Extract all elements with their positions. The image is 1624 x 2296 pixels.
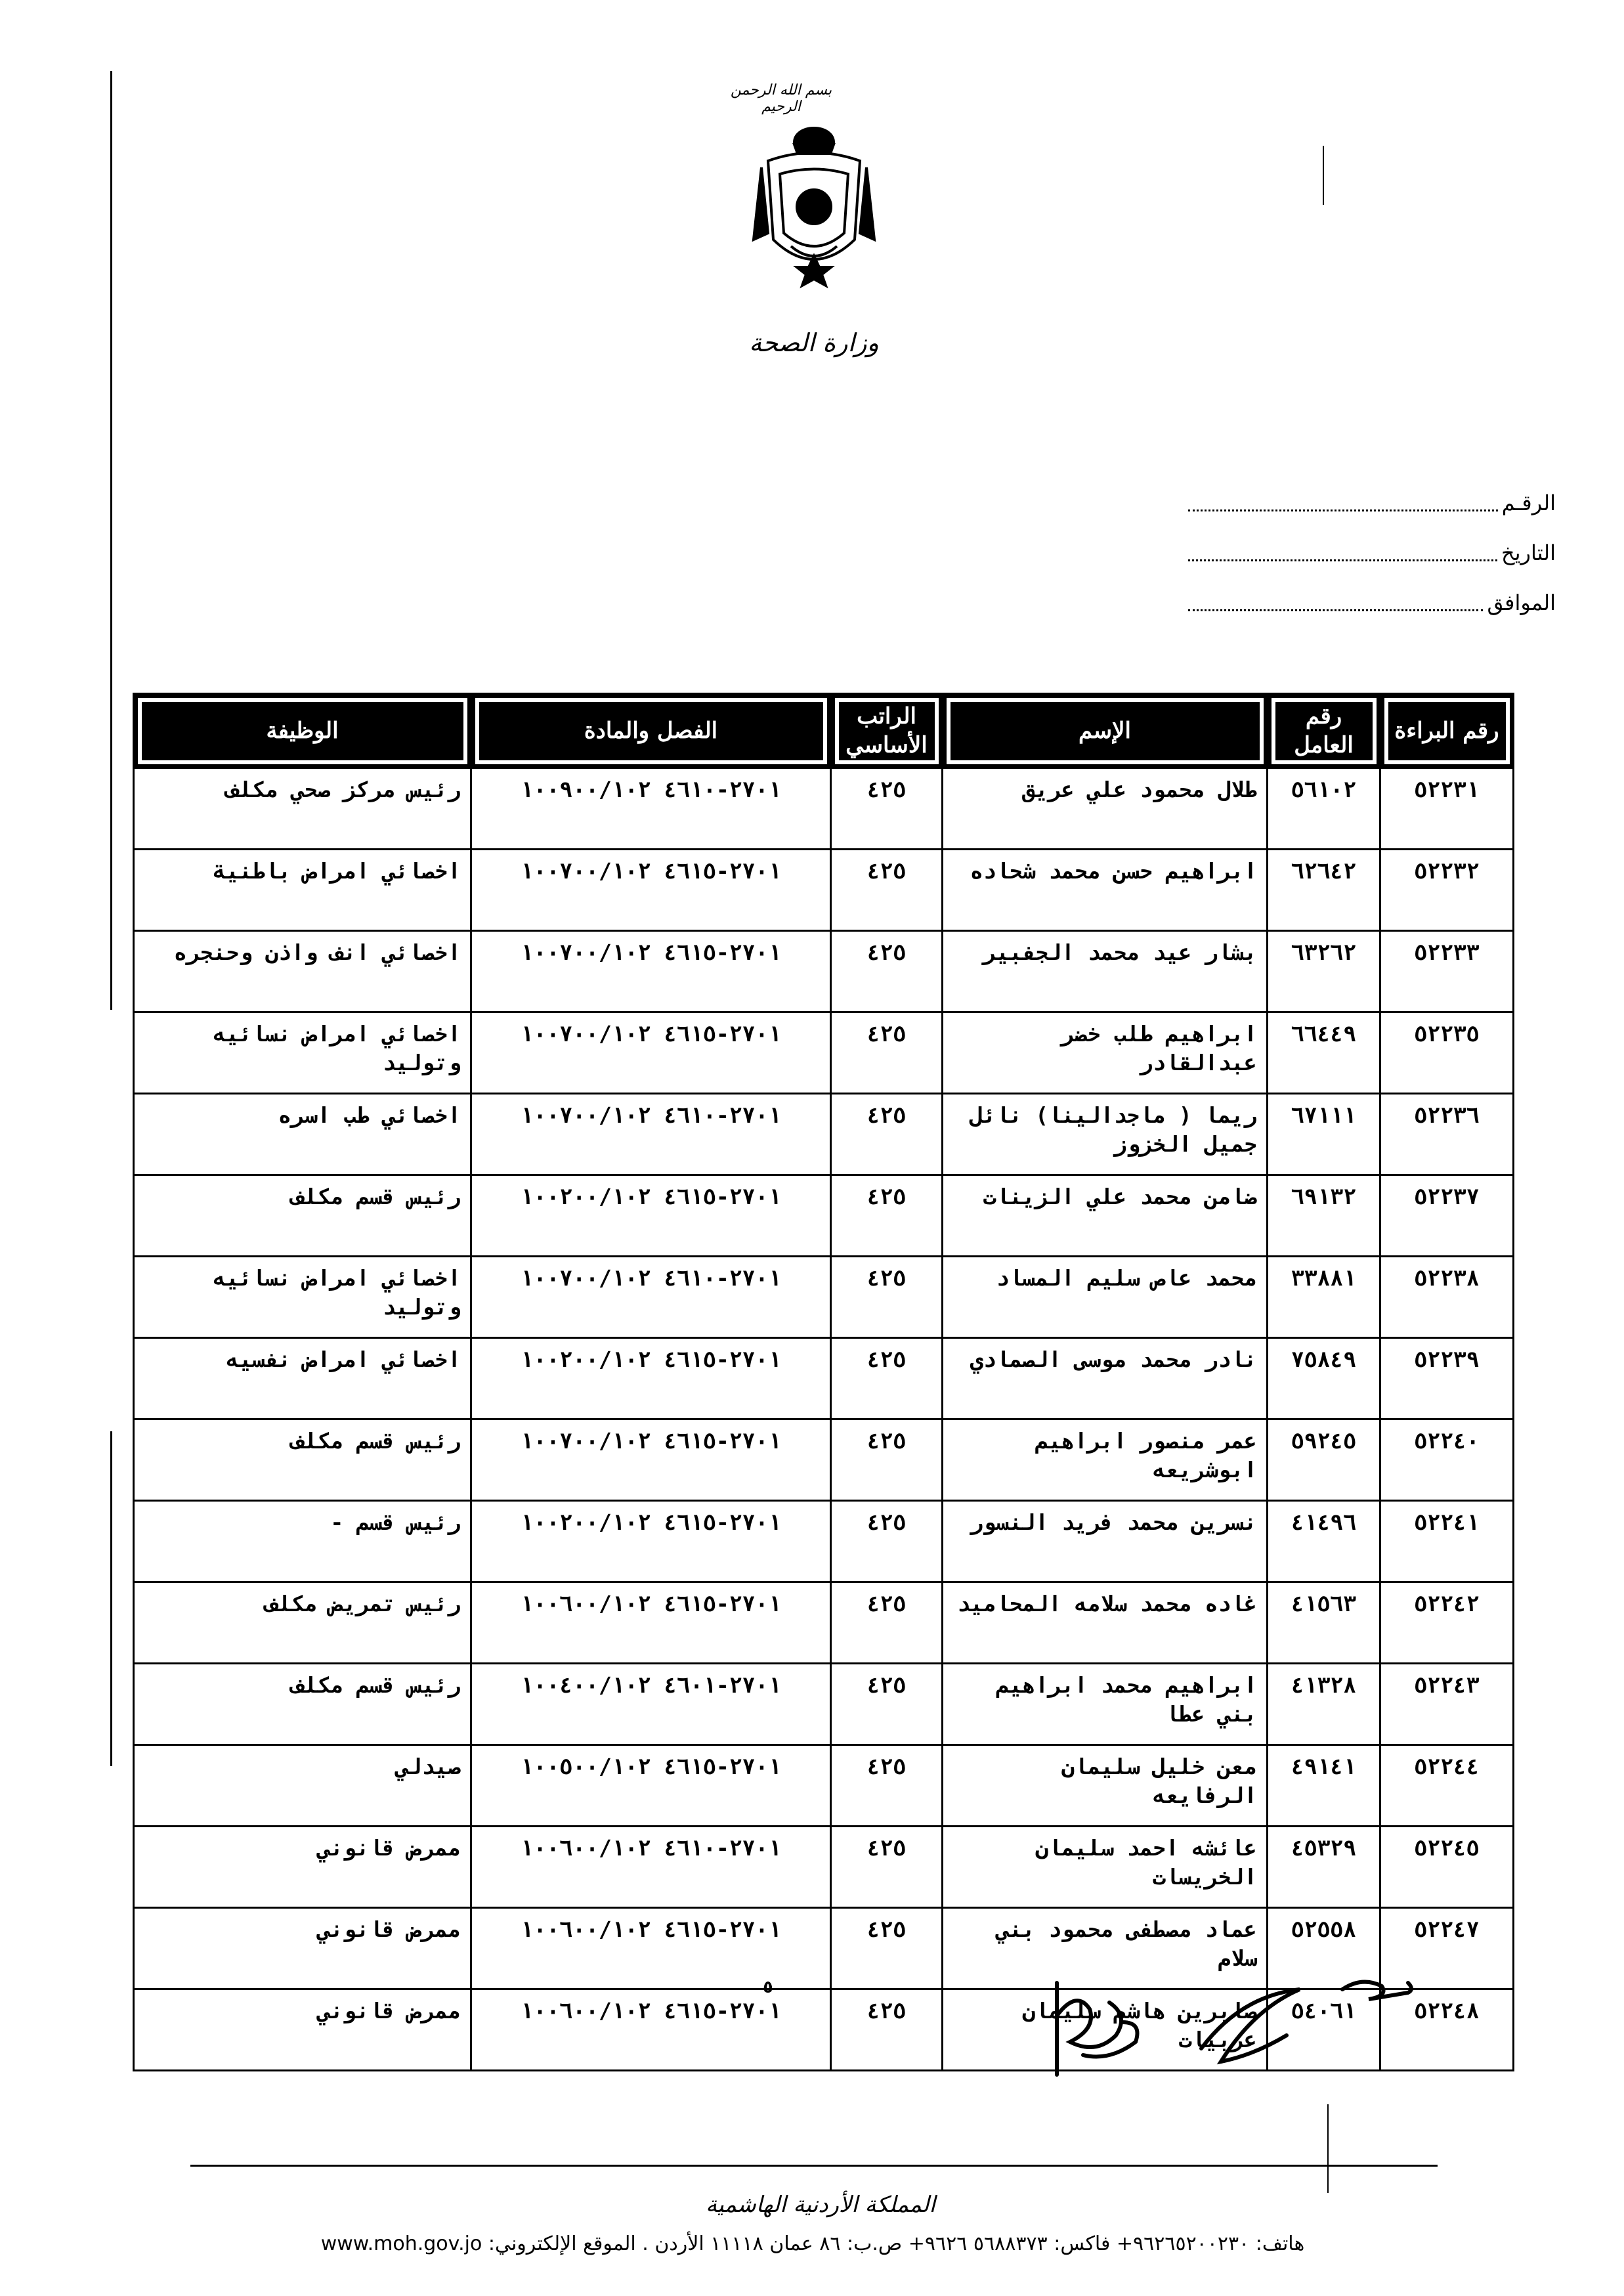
cell-name: ابراهيم محمد ابراهيم بني عطا	[943, 1664, 1268, 1745]
cell-salary: ٤٢٥	[831, 1908, 943, 1989]
cell-number: ٥٢٢٤٧	[1380, 1908, 1514, 1989]
cell-name: غاده محمد سلامه المحاميد	[943, 1582, 1268, 1664]
table-row	[134, 1745, 1514, 1827]
cell-job: اخصائي امراض نسائيه وتوليد	[134, 1012, 471, 1094]
cell-salary: ٤٢٥	[831, 1175, 943, 1257]
table-row	[134, 1175, 1514, 1257]
cell-salary: ٤٢٥	[831, 1094, 943, 1175]
cell-employee-number: ٦٧١١١	[1268, 1094, 1380, 1175]
cell-number: ٥٢٢٣٥	[1380, 1012, 1514, 1094]
reference-fields	[1188, 478, 1556, 628]
cell-chapter: ٢٧٠١-٤٦١٥ ١٠٠٧٠٠/١٠٢	[471, 850, 831, 931]
cell-name: عماد مصطفى محمود بني سلام	[943, 1908, 1268, 1989]
cell-name: صابرين هاشم سليمان عربيات	[943, 1989, 1268, 2071]
cell-job: اخصائي طب اسره	[134, 1094, 471, 1175]
cell-chapter: ٢٧٠١-٤٦١٠ ١٠٠٧٠٠/١٠٢	[471, 1257, 831, 1338]
cell-employee-number: ٤٩١٤١	[1268, 1745, 1380, 1827]
footer-kingdom: المملكة الأردنية الهاشمية	[706, 2192, 935, 2218]
header-cell-employee-number: رقم العامل	[1268, 694, 1380, 768]
cell-employee-number: ٦٩١٣٢	[1268, 1175, 1380, 1257]
cell-name: ريما ( ماجدالينا) نائل جميل الخزوز	[943, 1094, 1268, 1175]
cell-salary: ٤٢٥	[831, 1012, 943, 1094]
table-row	[134, 768, 1514, 850]
cell-name: بشار عيد محمد الجفبير	[943, 931, 1268, 1012]
ministry-name: وزارة الصحة	[749, 328, 879, 357]
table-row	[134, 1257, 1514, 1338]
cell-number: ٥٢٢٤٣	[1380, 1664, 1514, 1745]
reference-corresponding-line	[1188, 595, 1483, 611]
cell-salary: ٤٢٥	[831, 1745, 943, 1827]
header-cell-chapter: الفصل والمادة	[471, 694, 831, 768]
table-row	[134, 1012, 1514, 1094]
cell-job: رئيس تمريض مكلف	[134, 1582, 471, 1664]
cell-salary: ٤٢٥	[831, 931, 943, 1012]
reference-number-label: الرقـم	[1501, 490, 1556, 515]
table-row	[134, 1582, 1514, 1664]
cell-chapter: ٢٧٠١-٤٦١٥ ١٠٠٦٠٠/١٠٢	[471, 1908, 831, 1989]
cell-chapter: ٢٧٠١-٤٦١٥ ١٠٠٧٠٠/١٠٢	[471, 1419, 831, 1501]
cell-name: نادر محمد موسى الصمادي	[943, 1338, 1268, 1419]
cell-job: رئيس قسم مكلف	[134, 1664, 471, 1745]
cell-job: رئيس قسم مكلف	[134, 1419, 471, 1501]
cell-name: ضامن محمد علي الزينات	[943, 1175, 1268, 1257]
cell-employee-number: ٦٣٢٦٢	[1268, 931, 1380, 1012]
coat-of-arms-icon	[742, 115, 886, 292]
header-cell-salary: الراتب الأساسي	[831, 694, 943, 768]
cell-number: ٥٢٢٣٩	[1380, 1338, 1514, 1419]
cell-chapter: ٢٧٠١-٤٦١٥ ١٠٠٢٠٠/١٠٢	[471, 1338, 831, 1419]
cell-salary: ٤٢٥	[831, 1989, 943, 2071]
cell-number: ٥٢٢٤٨	[1380, 1989, 1514, 2071]
cell-employee-number: ٦٦٤٤٩	[1268, 1012, 1380, 1094]
cell-name: عمر منصور ابراهيم ابوشريعه	[943, 1419, 1268, 1501]
cell-number: ٥٢٢٤٠	[1380, 1419, 1514, 1501]
footer-margin-mark	[1327, 2104, 1329, 2193]
footer-divider	[190, 2165, 1438, 2167]
table-row	[134, 850, 1514, 931]
cell-salary: ٤٢٥	[831, 1419, 943, 1501]
header-cell-job: الوظيفة	[134, 694, 471, 768]
cell-chapter: ٢٧٠١-٤٦١٠ ١٠٠٦٠٠/١٠٢	[471, 1827, 831, 1908]
cell-name: عائشه احمد سليمان الخريسات	[943, 1827, 1268, 1908]
reference-date-line	[1188, 545, 1497, 561]
cell-number: ٥٢٢٣١	[1380, 768, 1514, 850]
cell-chapter: ٢٧٠١-٤٦١٥ ١٠٠٧٠٠/١٠٢	[471, 1012, 831, 1094]
cell-job: اخصائي امراض نسائيه وتوليد	[134, 1257, 471, 1338]
cell-salary: ٤٢٥	[831, 1664, 943, 1745]
basmala: بسم الله الرحمن الرحيم	[730, 82, 832, 115]
cell-name: طلال محمود علي عريق	[943, 768, 1268, 850]
cell-employee-number: ٥٢٥٥٨	[1268, 1908, 1380, 1989]
cell-salary: ٤٢٥	[831, 1257, 943, 1338]
cell-chapter: ٢٧٠١-٤٦١٠ ١٠٠٧٠٠/١٠٢	[471, 1094, 831, 1175]
reference-date-row	[1188, 528, 1556, 578]
cell-employee-number: ٧٥٨٤٩	[1268, 1338, 1380, 1419]
cell-job: صيدلي	[134, 1745, 471, 1827]
cell-salary: ٤٢٥	[831, 1338, 943, 1419]
cell-employee-number: ٥٩٢٤٥	[1268, 1419, 1380, 1501]
cell-job: رئيس قسم مكلف	[134, 1175, 471, 1257]
table-header-row	[134, 694, 1514, 768]
cell-employee-number: ٤١٥٦٣	[1268, 1582, 1380, 1664]
cell-job: اخصائي امراض باطنية	[134, 850, 471, 931]
cell-job: ممرض قانوني	[134, 1989, 471, 2071]
cell-job: اخصائي امراض نفسيه	[134, 1338, 471, 1419]
cell-employee-number: ٤١٣٢٨	[1268, 1664, 1380, 1745]
header-cell-number: رقم البراءة	[1380, 694, 1514, 768]
table-row	[134, 1094, 1514, 1175]
cell-job: اخصائي انف واذن وحنجره	[134, 931, 471, 1012]
cell-chapter: ٢٧٠١-٤٦١٥ ١٠٠٧٠٠/١٠٢	[471, 931, 831, 1012]
footer-contact: هاتف: ٩٦٢٦٥٢٠٠٢٣٠+ فاكس: ٥٦٨٨٣٧٣ ٩٦٢٦+ ص.ب: ٨٦ عمان ١١١١٨ الأردن . الموقع الإلكتروني: www.moh.gov.jo	[320, 2232, 1305, 2255]
left-margin-line	[110, 71, 112, 1010]
reference-number-line	[1188, 495, 1498, 511]
cell-name: ابراهيم طلب خضر عبدالقادر	[943, 1012, 1268, 1094]
cell-employee-number: ٥٤٠٦١	[1268, 1989, 1380, 2071]
header-cell-name: الإسم	[943, 694, 1268, 768]
cell-employee-number: ٤٥٣٢٩	[1268, 1827, 1380, 1908]
cell-job: ممرض قانوني	[134, 1827, 471, 1908]
cell-number: ٥٢٢٤٢	[1380, 1582, 1514, 1664]
cell-chapter: ٢٧٠١-٤٦٠١ ١٠٠٤٠٠/١٠٢	[471, 1664, 831, 1745]
reference-corresponding-label: الموافق	[1487, 590, 1556, 615]
cell-number: ٥٢٢٣٣	[1380, 931, 1514, 1012]
cell-employee-number: ٤١٤٩٦	[1268, 1501, 1380, 1582]
cell-number: ٥٢٢٤٤	[1380, 1745, 1514, 1827]
cell-chapter: ٢٧٠١-٤٦١٥ ١٠٠٥٠٠/١٠٢	[471, 1745, 831, 1827]
cell-number: ٥٢٢٣٦	[1380, 1094, 1514, 1175]
left-margin-line-lower	[110, 1431, 112, 1766]
cell-employee-number: ٣٣٨٨١	[1268, 1257, 1380, 1338]
cell-name: نسرين محمد فريد النسور	[943, 1501, 1268, 1582]
cell-employee-number: ٦٢٦٤٢	[1268, 850, 1380, 931]
cell-chapter: ٢٧٠١-٤٦١٥ ١٠٠٦٠٠/١٠٢	[471, 1989, 831, 2071]
cell-number: ٥٢٢٤١	[1380, 1501, 1514, 1582]
table-row	[134, 1419, 1514, 1501]
reference-date-label: التاريخ	[1501, 540, 1556, 565]
cell-salary: ٤٢٥	[831, 1501, 943, 1582]
cell-job: رئيس مركز صحي مكلف	[134, 768, 471, 850]
cell-chapter: ٢٧٠١-٤٦١٠ ١٠٠٩٠٠/١٠٢	[471, 768, 831, 850]
reference-number-row	[1188, 478, 1556, 528]
cell-salary: ٤٢٥	[831, 1827, 943, 1908]
cell-number: ٥٢٢٤٥	[1380, 1827, 1514, 1908]
cell-salary: ٤٢٥	[831, 768, 943, 850]
table-row	[134, 931, 1514, 1012]
table-body	[134, 768, 1514, 2071]
cell-job: رئيس قسم -	[134, 1501, 471, 1582]
table-row	[134, 1338, 1514, 1419]
right-margin-mark	[1323, 146, 1324, 205]
table-row	[134, 1501, 1514, 1582]
cell-chapter: ٢٧٠١-٤٦١٥ ١٠٠٦٠٠/١٠٢	[471, 1582, 831, 1664]
cell-chapter: ٢٧٠١-٤٦١٥ ١٠٠٢٠٠/١٠٢	[471, 1501, 831, 1582]
cell-name: ابراهيم حسن محمد شحاده	[943, 850, 1268, 931]
table-row	[134, 1827, 1514, 1908]
cell-employee-number: ٥٦١٠٢	[1268, 768, 1380, 850]
cell-salary: ٤٢٥	[831, 850, 943, 931]
page-number: ٥	[763, 1978, 773, 1997]
employees-table	[133, 693, 1514, 2071]
cell-number: ٥٢٢٣٧	[1380, 1175, 1514, 1257]
reference-corresponding-row	[1188, 578, 1556, 628]
table-row	[134, 1664, 1514, 1745]
cell-number: ٥٢٢٣٨	[1380, 1257, 1514, 1338]
cell-name: معن خليل سليمان الرفايعه	[943, 1745, 1268, 1827]
cell-salary: ٤٢٥	[831, 1582, 943, 1664]
cell-number: ٥٢٢٣٢	[1380, 850, 1514, 931]
signatures-image	[1044, 1957, 1424, 2108]
cell-job: ممرض قانوني	[134, 1908, 471, 1989]
cell-name: محمد عاص سليم المساد	[943, 1257, 1268, 1338]
cell-chapter: ٢٧٠١-٤٦١٥ ١٠٠٢٠٠/١٠٢	[471, 1175, 831, 1257]
